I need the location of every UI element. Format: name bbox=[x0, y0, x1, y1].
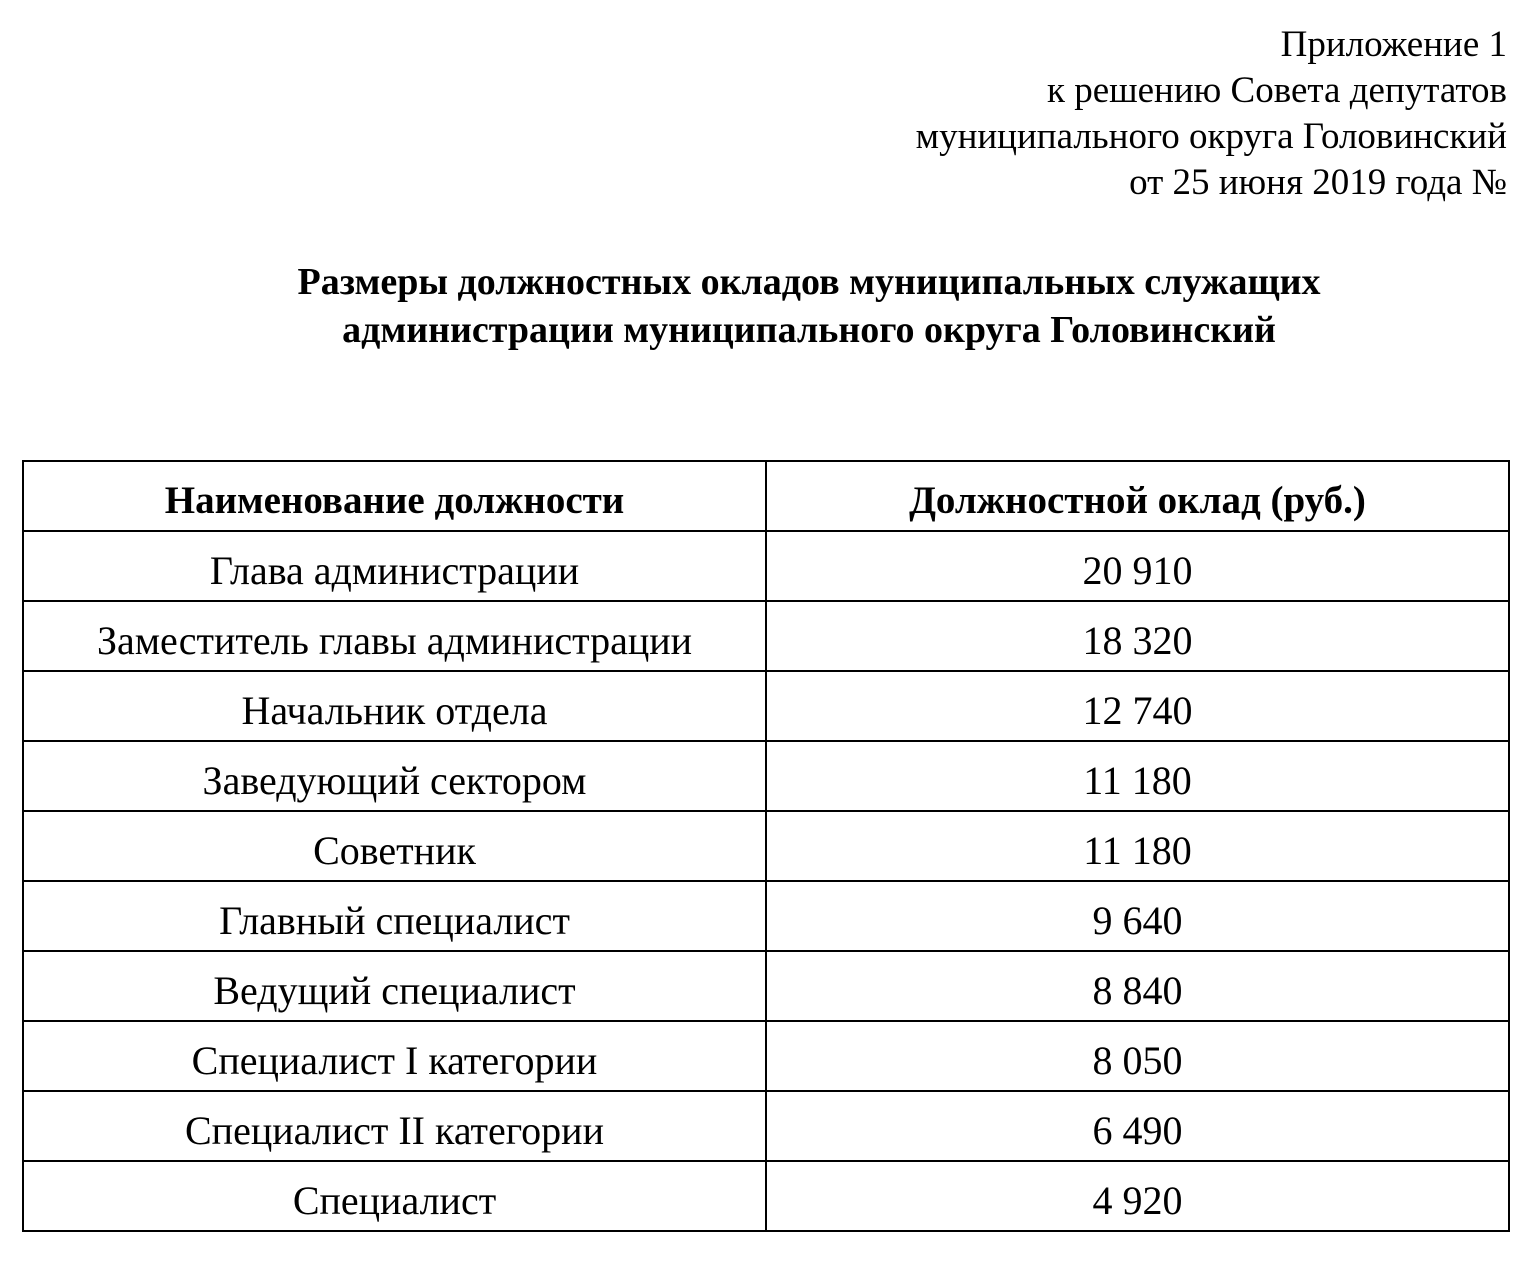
salary-value: 20 910 bbox=[1082, 548, 1193, 593]
position-cell bbox=[23, 881, 766, 951]
table-row bbox=[23, 881, 1509, 951]
salary-cell bbox=[766, 1021, 1509, 1091]
table-row bbox=[23, 741, 1509, 811]
table-row bbox=[23, 1161, 1509, 1231]
header-position bbox=[23, 461, 766, 531]
position-cell bbox=[23, 531, 766, 601]
salary-value: 8 840 bbox=[1092, 968, 1183, 1013]
position-name: Заместитель главы администрации bbox=[96, 618, 693, 663]
position-cell bbox=[23, 1021, 766, 1091]
salary-value: 4 920 bbox=[1092, 1178, 1183, 1223]
header-salary bbox=[766, 461, 1509, 531]
salary-value: 18 320 bbox=[1082, 618, 1193, 663]
salary-value: 6 490 bbox=[1092, 1108, 1183, 1153]
position-name: Глава администрации bbox=[209, 548, 580, 593]
table-header-row bbox=[23, 461, 1509, 531]
position-name: Заведующий сектором bbox=[202, 758, 587, 803]
position-name: Начальник отдела bbox=[241, 688, 548, 733]
salary-cell bbox=[766, 881, 1509, 951]
salary-cell bbox=[766, 1091, 1509, 1161]
appendix-header bbox=[916, 22, 1507, 206]
position-name: Ведущий специалист bbox=[213, 968, 576, 1013]
position-name: Советник bbox=[313, 828, 476, 873]
salary-cell bbox=[766, 671, 1509, 741]
salary-cell bbox=[766, 601, 1509, 671]
salary-value: 11 180 bbox=[1083, 828, 1192, 873]
table-row bbox=[23, 811, 1509, 881]
position-cell bbox=[23, 601, 766, 671]
position-cell bbox=[23, 951, 766, 1021]
salary-cell bbox=[766, 531, 1509, 601]
document-title bbox=[0, 258, 1527, 354]
table-row bbox=[23, 1091, 1509, 1161]
appendix-number: Приложение 1 bbox=[1280, 24, 1507, 65]
salary-value: 12 740 bbox=[1082, 688, 1193, 733]
document-title-line-1: Размеры должностных окладов муниципальных служащих bbox=[297, 261, 1321, 303]
header-position-label: Наименование должности bbox=[164, 479, 625, 522]
position-name: Специалист bbox=[292, 1178, 497, 1223]
table-row bbox=[23, 601, 1509, 671]
position-name: Главный специалист bbox=[219, 898, 570, 943]
salary-cell bbox=[766, 811, 1509, 881]
table-row bbox=[23, 671, 1509, 741]
position-cell bbox=[23, 1161, 766, 1231]
salary-cell bbox=[766, 1161, 1509, 1231]
table-row bbox=[23, 531, 1509, 601]
document-title-line-2: администрации муниципального округа Головинский bbox=[342, 309, 1276, 351]
position-cell bbox=[23, 671, 766, 741]
salary-cell bbox=[766, 741, 1509, 811]
salary-value: 9 640 bbox=[1092, 898, 1183, 943]
salary-cell bbox=[766, 951, 1509, 1021]
position-name: Специалист I категории bbox=[191, 1038, 598, 1083]
table-row bbox=[23, 951, 1509, 1021]
position-cell bbox=[23, 741, 766, 811]
appendix-district: муниципального округа Головинский bbox=[915, 116, 1507, 157]
header-salary-label: Должностной оклад (руб.) bbox=[909, 479, 1366, 522]
position-cell bbox=[23, 1091, 766, 1161]
appendix-date: от 25 июня 2019 года № bbox=[1129, 162, 1507, 203]
position-cell bbox=[23, 811, 766, 881]
salary-value: 8 050 bbox=[1092, 1038, 1183, 1083]
salary-table bbox=[22, 460, 1510, 1232]
salary-value: 11 180 bbox=[1083, 758, 1192, 803]
position-name: Специалист II категории bbox=[184, 1108, 604, 1153]
appendix-decision-ref: к решению Совета депутатов bbox=[1047, 70, 1507, 111]
table-row bbox=[23, 1021, 1509, 1091]
